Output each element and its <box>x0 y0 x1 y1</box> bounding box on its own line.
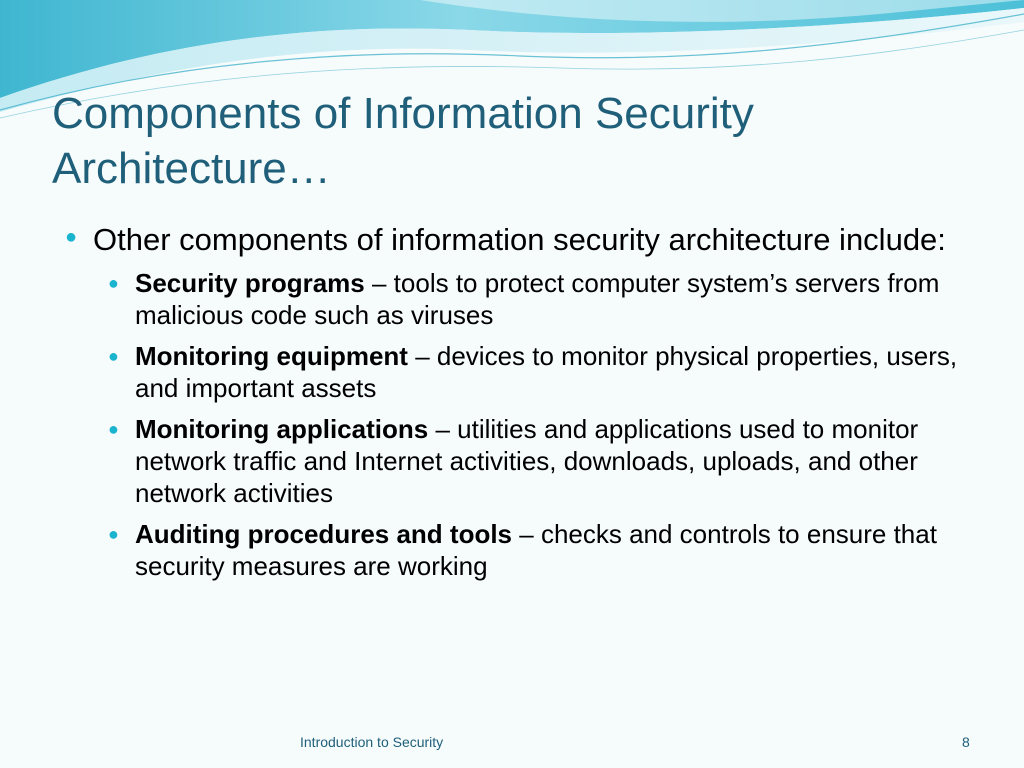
list-item <box>60 340 970 404</box>
slide-body <box>60 222 970 591</box>
bullet-level-1 <box>60 222 970 257</box>
bullet-dot-icon: ● <box>108 273 119 293</box>
item-description: utilities and applications used to monitor network traffic and Internet activities, downloads, uploads, and other network activities <box>135 414 919 508</box>
bullet-dot-icon: ● <box>108 419 119 439</box>
page-number: 8 <box>962 734 970 750</box>
list-item <box>60 267 970 331</box>
item-separator: – <box>407 341 437 371</box>
bullet-dot-icon: ● <box>108 524 119 544</box>
list-item <box>60 413 970 509</box>
item-description: tools to protect computer system’s servers from malicious code such as viruses <box>135 268 940 330</box>
item-term: Monitoring equipment <box>135 341 408 371</box>
bullet-dot-icon: ● <box>65 226 78 248</box>
item-term: Security programs <box>135 268 365 298</box>
component-list <box>60 267 970 582</box>
slide-title: Components of Information Security Architecture… <box>52 89 754 193</box>
item-separator: – <box>364 268 394 298</box>
bullet-dot-icon: ● <box>108 346 119 366</box>
item-term: Auditing procedures and tools <box>135 519 513 549</box>
item-description: checks and controls to ensure that security measures are working <box>135 519 937 581</box>
intro-text: Other components of information security architecture include: <box>93 222 946 257</box>
item-description: devices to monitor physical properties, users, and important assets <box>135 341 958 403</box>
item-separator: – <box>512 519 541 549</box>
footer-text: Introduction to Security <box>300 734 444 750</box>
item-term: Monitoring applications <box>135 414 429 444</box>
item-separator: – <box>428 414 458 444</box>
list-item <box>60 518 970 582</box>
